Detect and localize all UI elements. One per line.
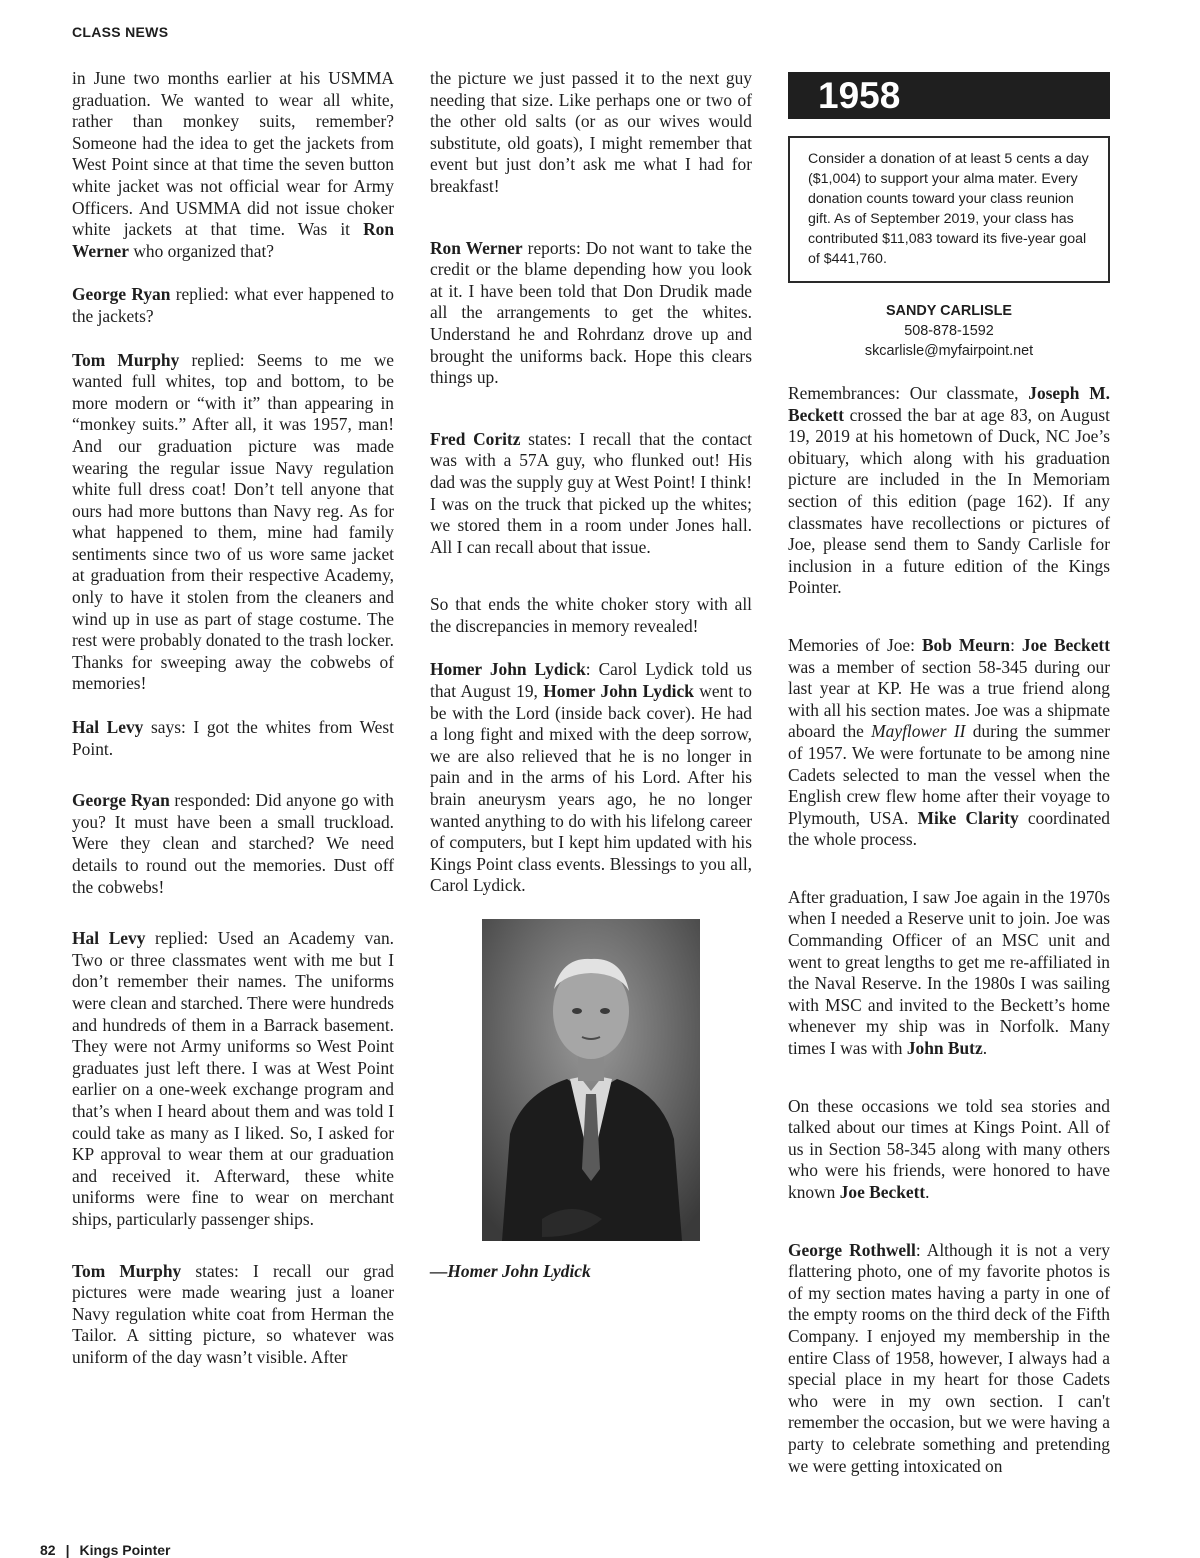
text: says: I got the whites from West Point. bbox=[72, 717, 394, 759]
footer-separator: | bbox=[65, 1542, 70, 1558]
text: replied: Used an Academy van. Two or three classmates went with me but I don’t remember their names. The uniforms were clean and starched. There were hundreds and hundreds of them in a Barrack basement. They were not Army uniforms so West Point graduates just left there. I was at West Point earlier on a one-week exchange program and that’s when I heard about them and was told I could take as many as I liked. So, I asked for KP approval to wear them at our graduation and received it. Afterward, these white uniforms were fine to wear on merchant ships, particularly passenger ships. bbox=[72, 928, 394, 1229]
text: was a member of section 58-345 during our last year at KP. He was a true friend along with all his section mates. Joe was a shipmate aboard the bbox=[788, 656, 1110, 742]
contact-email[interactable]: skcarlisle@myfairpoint.net bbox=[864, 343, 1034, 359]
column-2 bbox=[430, 68, 752, 1283]
portrait-photo bbox=[482, 919, 700, 1241]
person-name: George Rothwell bbox=[788, 1239, 916, 1260]
person-name: Ron Werner bbox=[72, 219, 394, 261]
text: replied: what ever happened to the jackets? bbox=[72, 284, 394, 326]
text: responded: Did anyone go with you? It must have been a small truckload. Were they clean and starched? We need details to round out the memories. Dust off the cobwebs! bbox=[72, 790, 394, 897]
person-name: George Ryan bbox=[72, 790, 170, 811]
paragraph bbox=[788, 1240, 1110, 1478]
text: who organized that? bbox=[128, 240, 275, 261]
paragraph bbox=[72, 68, 394, 262]
page-number: 82 bbox=[40, 1542, 56, 1558]
paragraph bbox=[72, 284, 394, 327]
text: reports: Do not want to take the credit or the blame depending how you look at it. I have been told that Don Drudik made all the arrangements to get the whites. Understand he and Rohrdanz drove up and brought the uniforms back. Hope this clears things up. bbox=[430, 237, 752, 388]
text: . bbox=[925, 1182, 930, 1202]
person-name: Homer John Lydick bbox=[543, 681, 694, 702]
paragraph bbox=[430, 429, 752, 559]
page-footer bbox=[40, 1542, 171, 1558]
person-name: Hal Levy bbox=[72, 928, 146, 949]
ship-name: Mayflower II bbox=[871, 721, 966, 742]
text: Remembrances: Our classmate, bbox=[788, 383, 1029, 403]
text: : bbox=[1010, 634, 1022, 655]
contact-phone: 508-878-1592 bbox=[904, 323, 994, 339]
paragraph: the picture we just passed it to the next guy needing that size. Like perhaps one or two of the other old salts (or as our wives would substitute, old goats), I might remember that event but just don’t ask me what I had for breakfast! bbox=[430, 68, 752, 196]
person-name: Tom Murphy bbox=[72, 1260, 182, 1281]
class-year-banner: 1958 bbox=[788, 72, 1110, 119]
paragraph bbox=[72, 717, 394, 760]
text: during the summer of 1957. We were fortunate to be among nine Cadets selected to man the vessel when the English crew flew home after their voyage to Plymouth, USA. bbox=[788, 721, 1110, 828]
text: Memories of Joe: bbox=[788, 634, 922, 655]
photo-caption: —Homer John Lydick bbox=[430, 1261, 591, 1281]
contact-name: SANDY CARLISLE bbox=[885, 303, 1013, 319]
section-title: CLASS NEWS bbox=[72, 24, 169, 40]
paragraph bbox=[788, 1096, 1110, 1204]
paragraph bbox=[72, 790, 394, 898]
paragraph bbox=[72, 350, 394, 696]
paragraph bbox=[788, 383, 1110, 599]
paragraph bbox=[788, 887, 1110, 1060]
person-name: Hal Levy bbox=[72, 717, 144, 738]
text: : Although it is not a very flattering photo, one of my favorite photos is of my section mates having a party in one of the empty rooms on the third deck of the Fifth Company. I enjoyed my membership in the entire Class of 1958, however, I always had a special place in my heart for those Cadets who were in my own section. I can't remember the occasion, but we were having a party to celebrate something and pretending we were getting intoxicated on bbox=[788, 1239, 1110, 1476]
person-name: Joseph M. Beckett bbox=[788, 383, 1110, 425]
text: states: I recall our grad pictures were made wearing just a loaner Navy regulation white coat from Herman the Tailor. A sitting picture, so whatever was uniform of the day wasn’t visible. After bbox=[72, 1260, 394, 1367]
person-name: Joe Beckett bbox=[839, 1182, 926, 1202]
person-name: Ron Werner bbox=[430, 237, 523, 258]
person-name: Joe Beckett bbox=[1021, 634, 1111, 655]
person-name: Homer John Lydick bbox=[430, 659, 586, 680]
column-3 bbox=[788, 72, 1110, 1499]
text: states: I recall that the contact was with a 57A guy, who flunked out! His dad was the supply guy at West Point! I think! I was on the truck that picked up the whites; we stored them in a room under Jones hall. All I can recall about that issue. bbox=[430, 428, 752, 557]
person-name: Fred Coritz bbox=[430, 428, 521, 449]
text: replied: Seems to me we wanted full whites, top and bottom, to be more modern or “with it” than appearing in “monkey suits.” After all, it was 1957, man! And our graduation picture was made wearing the regular issue Navy regulation white full dress coat! Don’t tell anyone that ours had more buttons than Navy reg. As for what happened to them, mine had family sentiments since two of us wore same jacket at graduation from their respective Academy, only to have it stolen from the cleaners and wind up in use as part of stage costume. The rest were probably donated to the trash locker. Thanks for sweeping away the cobwebs of memories! bbox=[72, 349, 394, 694]
text: : Carol Lydick told us that August 19, bbox=[430, 659, 752, 702]
paragraph bbox=[430, 238, 752, 389]
paragraph bbox=[72, 1261, 394, 1369]
text: . bbox=[982, 1038, 988, 1059]
text: went to be with the Lord (inside back cover). He had a long fight and mixed with the deep sorrow, we are also relieved that he is no longer in pain and in the arms of his Lord. After his brain aneurysm years ago, he no longer wanted anything to do with his lifelong career of computers, but I kept him updated with his Kings Point class events. Blessings to you all, Carol Lydick. bbox=[430, 681, 752, 896]
text: coordinated the whole process. bbox=[788, 807, 1110, 850]
paragraph bbox=[430, 659, 752, 897]
column-1 bbox=[72, 68, 394, 1390]
text: in June two months earlier at his USMMA graduation. We wanted to wear all white, rather than monkey suits, remember? Someone had the idea to get the jackets from West Point since at that time the seven button white jacket was not official wear for Army Officers. And USMMA did not issue choker white jackets at that time. Was it bbox=[72, 68, 394, 240]
person-name: Mike Clarity bbox=[917, 807, 1019, 828]
paragraph bbox=[788, 635, 1110, 851]
paragraph bbox=[72, 928, 394, 1230]
person-name: George Ryan bbox=[72, 284, 171, 305]
publication-name: Kings Pointer bbox=[79, 1542, 171, 1558]
person-name: Bob Meurn bbox=[921, 634, 1011, 655]
paragraph: So that ends the white choker story with all the discrepancies in memory revealed! bbox=[430, 594, 752, 636]
text: On these occasions we told sea stories and talked about our times at Kings Point. All of us in Section 58-345 along with many others who were his friends, were honored to have known bbox=[788, 1095, 1110, 1202]
text: After graduation, I saw Joe again in the 1970s when I needed a Reserve unit to join. Joe was Commanding Officer of an MSC unit and went to great lengths to get me re-affiliated in the Naval Reserve. In the 1980s I was sailing with MSC and invited to the Beckett’s home whenever my ship was in Norfolk. Many times I was with bbox=[788, 886, 1110, 1059]
person-name: Tom Murphy bbox=[72, 349, 180, 370]
text: crossed the bar at age 83, on August 19, 2019 at his hometown of Duck, NC Joe’s obituary, which along with his graduation picture are included in the In Memoriam section of this edition (page 162). If any classmates have recollections or pictures of Joe, please send them to Sandy Carlisle for inclusion in a future edition of the Kings Pointer. bbox=[788, 404, 1110, 598]
donation-notice: Consider a donation of at least 5 cents a day ($1,004) to support your alma mater. Every donation counts toward your class reunion gift. As of September 2019, your class has contributed $11,083 toward its five-year goal of $441,760. bbox=[788, 136, 1110, 283]
person-name: John Butz bbox=[906, 1038, 983, 1059]
class-contact bbox=[788, 301, 1110, 361]
